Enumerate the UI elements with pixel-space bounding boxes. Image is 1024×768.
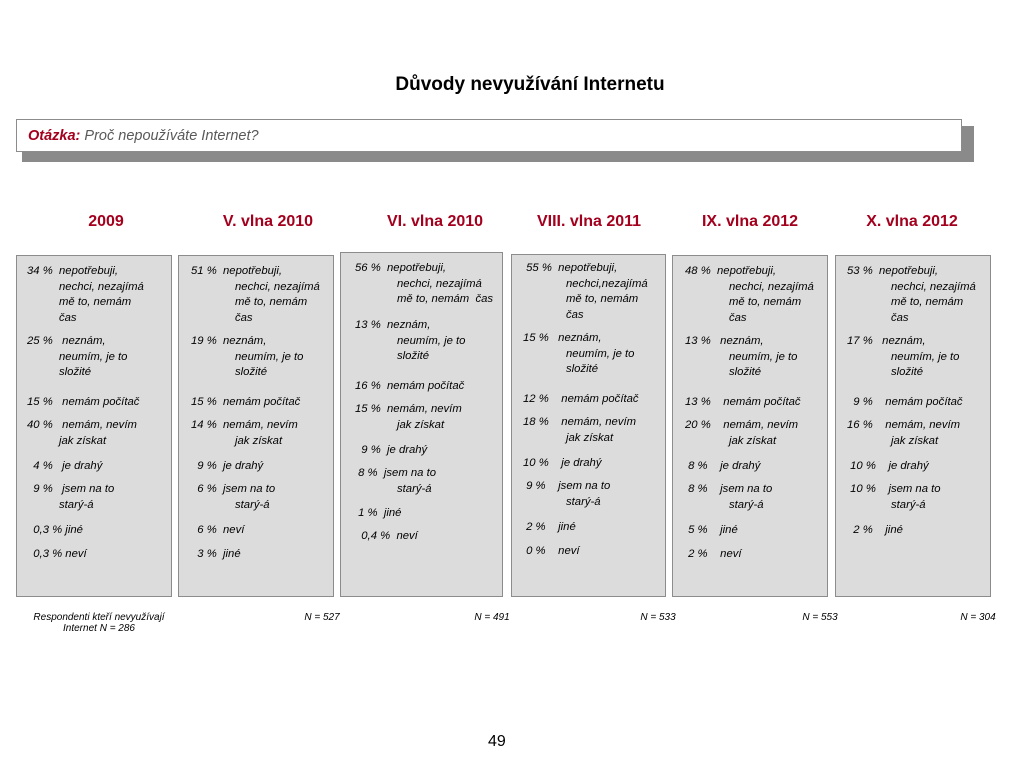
reason-percent-line: 0,3 % jiné (27, 524, 83, 536)
reason-item (355, 261, 493, 308)
reason-percent-line: 1 % jiné (355, 507, 402, 519)
reason-item (355, 402, 462, 433)
reason-percent-line: 15 % nemám, nevím (355, 403, 462, 415)
question-text: Proč nepoužíváte Internet? (84, 128, 259, 144)
reason-item (847, 395, 963, 411)
reason-percent-line: 9 % nemám počítač (847, 396, 963, 408)
reason-percent-line: 6 % jsem na to (191, 483, 276, 495)
reason-item (847, 334, 959, 381)
reason-percent-line: 8 % jsem na to (685, 483, 773, 495)
reason-item (191, 523, 244, 539)
column-header-5: X. vlna 2012 (866, 213, 958, 230)
reason-continuation: neumím, je to (566, 347, 635, 360)
reason-item (685, 482, 772, 513)
reason-item (191, 482, 275, 513)
reason-continuation: starý-á (235, 498, 270, 511)
reason-item (191, 418, 298, 449)
reason-percent-line: 55 % nepotřebuji, (523, 262, 618, 274)
column-box-1 (178, 255, 334, 597)
reason-percent-line: 18 % nemám, nevím (523, 416, 637, 428)
reason-item (523, 520, 576, 536)
reason-percent-line: 13 % nemám počítač (685, 396, 801, 408)
reason-percent-line: 15 % neznám, (523, 332, 602, 344)
reason-item (523, 479, 610, 510)
reason-continuation: starý-á (891, 498, 926, 511)
reason-continuation: mě to, nemám (566, 293, 639, 305)
reason-continuation: složité (235, 366, 268, 378)
reason-percent-line: 20 % nemám, nevím (685, 419, 799, 431)
reason-continuation: čas (235, 311, 253, 324)
reason-continuation: starý-á (397, 482, 432, 495)
reason-percent-line: 10 % je drahý (523, 457, 602, 469)
reason-percent-line: 15 % nemám počítač (27, 396, 140, 408)
column-box-2 (340, 252, 503, 597)
reason-continuation: neumím, je to (235, 350, 304, 363)
question-box (16, 119, 962, 152)
reason-percent-line: 0,4 % neví (355, 530, 418, 542)
reason-continuation: nechci,nezajímá (566, 277, 648, 290)
reason-percent-line: 12 % nemám počítač (523, 393, 639, 405)
reason-percent-line: 17 % neznám, (847, 335, 926, 347)
reason-item (355, 506, 401, 522)
reason-item (523, 456, 602, 472)
reason-item (191, 264, 320, 326)
reason-item (191, 459, 263, 475)
reason-continuation: neumím, je to (397, 334, 466, 347)
reason-percent-line: 2 % jiné (523, 521, 576, 533)
reason-continuation: neumím, je to (59, 350, 128, 363)
reason-item (847, 418, 960, 449)
reason-continuation: čas (59, 311, 77, 324)
reason-item (685, 395, 801, 411)
reason-item (27, 459, 102, 475)
reason-continuation: jak získat (59, 434, 107, 447)
reason-percent-line: 40 % nemám, nevím (27, 419, 137, 431)
reason-percent-line: 6 % neví (191, 524, 245, 536)
reason-item (685, 547, 742, 563)
reason-item (355, 318, 465, 365)
reason-continuation: jak získat (397, 418, 445, 431)
reason-item (847, 482, 941, 513)
reason-continuation: jak získat (891, 434, 939, 447)
reason-item (523, 392, 639, 408)
reason-continuation: složité (729, 366, 762, 378)
reason-continuation: mě to, nemám (235, 296, 308, 308)
column-box-5 (835, 255, 991, 597)
reason-percent-line: 10 % je drahý (847, 460, 929, 472)
reason-item (847, 523, 903, 539)
reason-continuation: jak získat (729, 434, 777, 447)
reason-percent-line: 2 % neví (685, 548, 742, 560)
reason-item (685, 334, 797, 381)
reason-continuation: neumím, je to (891, 350, 960, 363)
sample-size-note: N = 527 (304, 612, 340, 623)
reason-item (355, 379, 464, 395)
question-label: Otázka: (28, 128, 81, 144)
reason-percent-line: 3 % jiné (191, 548, 241, 560)
reason-continuation: složité (891, 366, 924, 378)
respondents-note: Respondenti kteří nevyužívají Internet N = 286 (33, 612, 165, 634)
reason-item (191, 334, 303, 381)
reason-item (27, 334, 127, 381)
reason-percent-line: 10 % jsem na to (847, 483, 941, 495)
reason-item (685, 264, 814, 326)
reason-percent-line: 19 % neznám, (191, 335, 267, 347)
reason-percent-line: 14 % nemám, nevím (191, 419, 298, 431)
reason-item (355, 529, 418, 545)
reason-item (191, 547, 241, 563)
page-number: 49 (488, 733, 506, 750)
reason-item (27, 547, 87, 563)
reason-item (355, 466, 436, 497)
reason-item (27, 395, 139, 411)
reason-item (847, 264, 976, 326)
reason-continuation: starý-á (566, 495, 601, 508)
reason-percent-line: 9 % je drahý (355, 444, 428, 456)
reason-percent-line: 48 % nepotřebuji, (685, 265, 777, 277)
reason-continuation: starý-á (729, 498, 764, 511)
reason-percent-line: 16 % nemám počítač (355, 380, 465, 392)
reason-continuation: čas (729, 311, 747, 324)
reason-continuation: čas (891, 311, 909, 324)
reason-item (27, 264, 144, 326)
reason-percent-line: 5 % jiné (685, 524, 738, 536)
reason-item (27, 418, 137, 449)
reason-continuation: nechci, nezajímá (235, 280, 320, 293)
reason-continuation: mě to, nemám čas (397, 293, 494, 305)
reason-item (523, 544, 580, 560)
reason-percent-line: 13 % neznám, (355, 319, 431, 331)
reason-continuation: jak získat (235, 434, 283, 447)
column-header-0: 2009 (88, 213, 124, 230)
reason-continuation: mě to, nemám (729, 296, 802, 308)
reason-percent-line: 51 % nepotřebuji, (191, 265, 283, 277)
reason-item (523, 261, 648, 323)
reason-item (27, 523, 83, 539)
reason-percent-line: 8 % jsem na to (355, 467, 436, 479)
sample-size-note: N = 491 (474, 612, 510, 623)
reason-percent-line: 8 % je drahý (685, 460, 761, 472)
reason-percent-line: 15 % nemám počítač (191, 396, 301, 408)
reason-item (355, 443, 427, 459)
sample-size-note: N = 304 (960, 612, 996, 623)
reason-continuation: složité (566, 363, 599, 375)
reason-percent-line: 4 % je drahý (27, 460, 103, 472)
sample-size-note: N = 533 (640, 612, 676, 623)
column-box-3 (511, 254, 666, 597)
column-header-2: VI. vlna 2010 (386, 213, 484, 230)
reason-item (685, 459, 760, 475)
reason-percent-line: 9 % jsem na to (523, 480, 611, 492)
reason-percent-line: 9 % je drahý (191, 460, 264, 472)
reason-percent-line: 56 % nepotřebuji, (355, 262, 447, 274)
reason-percent-line: 13 % neznám, (685, 335, 764, 347)
reason-percent-line: 9 % jsem na to (27, 483, 115, 495)
reason-item (27, 482, 114, 513)
reason-continuation: čas (566, 308, 584, 321)
reason-continuation: nechci, nezajímá (59, 280, 144, 293)
reason-continuation: složité (59, 366, 92, 378)
reason-continuation: mě to, nemám (59, 296, 132, 308)
reason-continuation: starý-á (59, 498, 94, 511)
reason-continuation: neumím, je to (729, 350, 798, 363)
reason-continuation: nechci, nezajímá (891, 280, 976, 293)
reason-item (685, 523, 738, 539)
reason-item (523, 415, 636, 446)
reason-percent-line: 25 % neznám, (27, 335, 106, 347)
slide-title: Důvody nevyužívání Internetu (395, 74, 665, 95)
reason-percent-line: 0 % neví (523, 545, 580, 557)
reason-continuation: nechci, nezajímá (397, 277, 482, 290)
column-box-4 (672, 255, 828, 597)
column-box-0 (16, 255, 172, 597)
column-header-3: VIII. vlna 2011 (536, 213, 642, 230)
reason-item (523, 331, 634, 378)
reason-continuation: nechci, nezajímá (729, 280, 814, 293)
reason-percent-line: 0,3 % neví (27, 548, 87, 560)
reason-continuation: složité (397, 350, 430, 362)
reason-percent-line: 34 % nepotřebuji, (27, 265, 119, 277)
reason-continuation: mě to, nemám (891, 296, 964, 308)
reason-percent-line: 16 % nemám, nevím (847, 419, 961, 431)
sample-size-note: N = 553 (802, 612, 838, 623)
reason-item (191, 395, 300, 411)
reason-percent-line: 53 % nepotřebuji, (847, 265, 939, 277)
reason-continuation: jak získat (566, 431, 614, 444)
reason-item (685, 418, 798, 449)
column-header-4: IX. vlna 2012 (701, 213, 799, 230)
reason-item (847, 459, 929, 475)
reason-percent-line: 2 % jiné (847, 524, 903, 536)
column-header-1: V. vlna 2010 (222, 213, 314, 230)
